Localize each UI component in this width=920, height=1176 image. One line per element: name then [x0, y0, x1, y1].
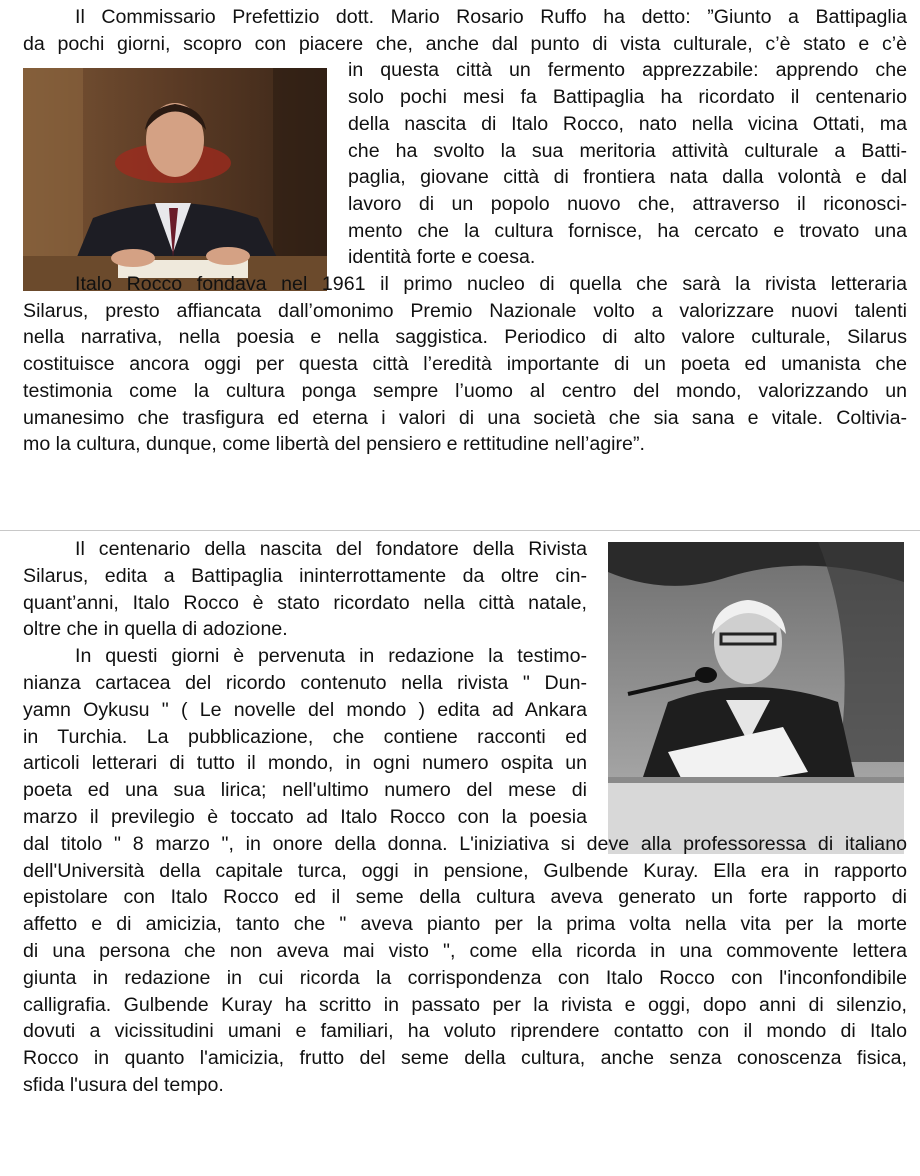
article-centenary-italo-rocco: [23, 536, 907, 1099]
article-two-line: Rocco in quanto l'amicizia, frutto del seme della cultura, anche senza conoscenza fisica,: [23, 1047, 907, 1070]
article-two-line: giunta in redazione in cui ricorda la corrispondenza con Italo Rocco con l'inconfondibile: [23, 966, 907, 989]
article-one-line: identità forte e coesa.: [348, 246, 536, 269]
article-two-line: oltre che in quella di adozione.: [23, 618, 288, 641]
article-one-line: mo la cultura, dunque, come libertà del pensiero e rettitudine nell’agire”.: [23, 433, 645, 456]
article-two-line: sfida l'usura del tempo.: [23, 1073, 224, 1096]
article-two-line: dovuti a vicissitudini umani e familiari, ha voluto riprendere contatto con il mondo di Italo: [23, 1020, 907, 1043]
article-one-line: che ha svolto la sua meritoria attività culturale a Batti-: [348, 139, 907, 162]
article-two-line: dell'Università della capitale turca, oggi in pensione, Gulbende Kuray. Ella era in rapporto: [23, 859, 907, 882]
article-one-line: testimonia come la cultura ponga sempre l’uomo al centro del mondo, valorizzando un: [23, 379, 907, 402]
article-two-line: poeta ed una sua lirica; nell'ultimo numero del mese di: [23, 779, 587, 802]
article-two-line: In questi giorni è pervenuta in redazione la testimo-: [75, 645, 587, 668]
article-two-line: quant’anni, Italo Rocco è stato ricordato nella città natale,: [23, 591, 587, 614]
section-divider: [0, 530, 920, 531]
article-one-line: umanesimo che trasfigura ed eterna i valori di una società che sia sana e vitale. Coltivia-: [23, 406, 907, 429]
article-one-line: costituisce ancora oggi per questa città l’eredità importante di un poeta ed umanista che: [23, 353, 907, 376]
article-two-line: yamn Oykusu " ( Le novelle del mondo ) edita ad Ankara: [23, 698, 587, 721]
article-two-line: di una persona che non aveva mai visto ", come ella ricorda in una commovente lettera: [23, 939, 907, 962]
article-one-line: paglia, giovane città di frontiera nata dalla volontà e dal: [348, 166, 907, 189]
article-two-line: marzo il previlegio è toccato ad Italo Rocco con la poesia: [23, 805, 587, 828]
article-one-line: da pochi giorni, scopro con piacere che, anche dal punto di vista culturale, c’è stato e c’è: [23, 32, 907, 55]
article-one-line: nella narrativa, nella poesia e nella saggistica. Periodico di alto valore culturale, Silarus: [23, 326, 907, 349]
article-two-line: articoli letterari di tutto il mondo, in ogni numero ospita un: [23, 752, 587, 775]
article-two-line: Silarus, edita a Battipaglia ininterrottamente da oltre cin-: [23, 564, 587, 587]
article-two-line: Il centenario della nascita del fondatore della Rivista: [75, 538, 587, 560]
article-two-line: in Turchia. La pubblicazione, che contiene racconti ed: [23, 725, 587, 748]
article-two-line: calligrafia. Gulbende Kuray ha scritto in passato per la rivista e oggi, dopo anni di silenzio,: [23, 993, 907, 1016]
article-two-line: dal titolo " 8 marzo ", in onore della donna. L'iniziativa si deve alla professoressa di italiano: [23, 832, 907, 855]
article-one-line: in questa città un fermento apprezzabile: apprendo che: [348, 59, 907, 82]
article-one-line: Italo Rocco fondava nel 1961 il primo nucleo di quella che sarà la rivista letteraria: [75, 273, 907, 296]
article-one-line: solo pochi mesi fa Battipaglia ha ricordato il centenario: [348, 86, 907, 109]
article-two-line: nianza cartacea del ricordo contenuto nella rivista " Dun-: [23, 671, 587, 694]
article-two-line: epistolare con Italo Rocco ed il seme della cultura aveva generato un forte rapporto di: [23, 886, 907, 909]
article-one-line: mento che la cultura fornisce, ha cercato e trovato una: [348, 219, 907, 242]
article-commissioner-statement: [23, 4, 907, 458]
article-one-line: lavoro di un popolo nuovo che, attraverso il riconosci-: [348, 192, 907, 215]
article-one-line: della nascita di Italo Rocco, nato nella vicina Ottati, ma: [348, 112, 907, 135]
article-one-line: Il Commissario Prefettizio dott. Mario Rosario Ruffo ha detto: ”Giunto a Battipaglia: [75, 6, 907, 28]
article-one-line: Silarus, presto affiancata dall’omonimo Premio Nazionale volto a valorizzare nuovi talenti: [23, 299, 907, 322]
article-two-line: affetto e di amicizia, tanto che " aveva pianto per la prima volta nella vita per la morte: [23, 913, 907, 936]
